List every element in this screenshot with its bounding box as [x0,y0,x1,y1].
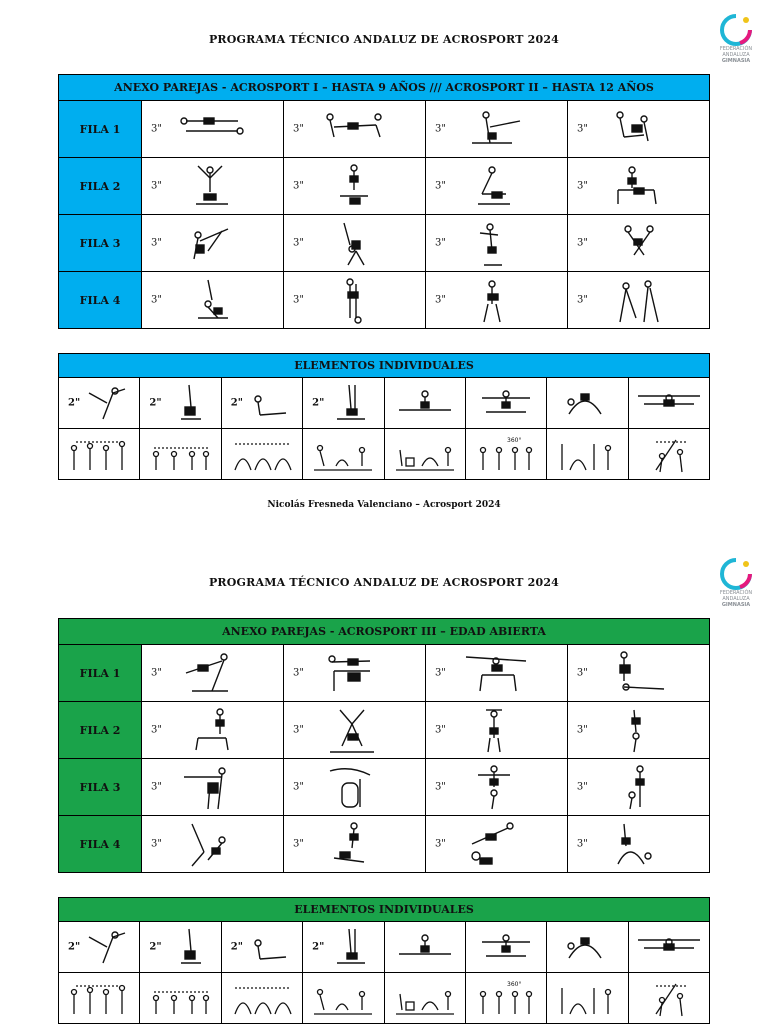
pairs-table [58,74,710,329]
row-label: FILA 2 [59,158,142,215]
pair-cell [567,816,709,873]
pair-figure-icon [462,651,532,697]
pair-figure-icon [462,164,532,210]
balance-figure-icon [85,383,129,423]
sequence-cell [221,429,302,480]
logo-line-2: ANDALUZA [722,52,750,58]
time-label: 3" [292,237,304,249]
pair-cell [142,215,284,272]
time-label: 2" [149,397,162,409]
time-label: 2" [312,397,325,409]
individual-elements-table [58,897,710,1024]
table-header: ELEMENTOS INDIVIDUALES [59,354,710,378]
pair-cell [142,272,284,329]
table-row [59,973,710,1024]
element-cell [140,922,221,973]
time-label: 3" [151,724,162,736]
logo-line-2: ANDALUZA [722,596,750,602]
element-cell [59,922,140,973]
time-label: 3" [576,838,588,850]
pair-cell [142,101,284,158]
time-label: 3" [292,667,304,679]
pair-cell [567,645,709,702]
sequence-cell [547,973,628,1024]
time-label: 3" [292,294,304,306]
sequence-figure-icon [66,434,132,474]
element-cell [384,922,465,973]
sequence-figure-icon [229,978,295,1018]
pair-figure-icon [178,822,248,868]
sequence-figure-icon [636,978,702,1018]
time-label: 3" [434,237,446,249]
sequence-figure-icon [66,978,132,1018]
time-label: 3" [576,667,588,679]
pair-figure-icon [178,107,248,151]
time-label: 2" [68,397,81,409]
pair-figure-icon [462,708,532,754]
pair-figure-icon [604,765,674,811]
pair-cell [425,272,567,329]
pair-cell [142,645,284,702]
federation-logo [712,558,760,614]
time-label: 3" [292,123,304,135]
row-label: FILA 1 [59,101,142,158]
row-label: FILA 4 [59,272,142,329]
element-cell [465,922,546,973]
turn-sequence-icon [473,434,539,474]
page-title: PROGRAMA TÉCNICO ANDALUZ DE ACROSPORT 2024 [208,33,560,46]
element-cell [59,378,140,429]
pair-cell [283,645,425,702]
pair-figure-icon [604,278,674,324]
sequence-cell [384,973,465,1024]
element-cell [140,378,221,429]
sequence-figure-icon [229,434,295,474]
pair-cell [142,759,284,816]
pair-cell [283,215,425,272]
sequence-figure-icon [148,434,214,474]
pair-figure-icon [320,278,390,324]
candle-figure-icon [329,927,373,967]
bridge-figure-icon [557,932,617,962]
pair-cell [283,158,425,215]
logo-line-3: GIMNASIA [721,602,751,608]
federation-logo [712,14,760,70]
row-label: FILA 1 [59,645,142,702]
table-row [59,215,710,272]
scale-figure-icon [636,932,702,962]
pair-figure-icon [320,765,390,811]
pair-figure-icon [462,765,532,811]
sequence-figure-icon [392,434,458,474]
inverted-figure-icon [167,383,211,423]
pair-figure-icon [320,107,390,151]
scale-figure-icon [636,388,702,418]
table-header: ELEMENTOS INDIVIDUALES [59,898,710,922]
table-row [59,158,710,215]
straddle-figure-icon [476,932,536,962]
pairs-table [58,618,710,873]
sequence-cell [465,973,546,1024]
time-label: 3" [576,237,588,249]
candle-figure-icon [329,383,373,423]
pair-cell [425,759,567,816]
straddle-figure-icon [476,388,536,418]
time-label: 3" [434,123,446,135]
balance-figure-icon [85,927,129,967]
sequence-figure-icon [310,434,376,474]
sequence-cell [221,973,302,1024]
time-label: 2" [68,941,81,953]
logo-icon [716,558,756,592]
element-cell [221,378,302,429]
time-label: 2" [149,941,162,953]
time-label: 3" [576,180,588,192]
logo-line-1: FEDERACIÓN [719,590,753,596]
pair-figure-icon [604,164,674,210]
pair-cell [283,816,425,873]
time-label: 3" [434,838,446,850]
element-cell [384,378,465,429]
sequence-figure-icon [554,434,620,474]
pair-cell [425,702,567,759]
sequence-figure-icon [148,978,214,1018]
time-label: 3" [434,180,446,192]
split-figure-icon [395,388,455,418]
time-label: 3" [151,123,162,135]
turn-sequence-icon [473,978,539,1018]
inverted-figure-icon [167,927,211,967]
element-cell [628,378,709,429]
pair-figure-icon [178,708,248,754]
pair-figure-icon [178,221,248,267]
time-label: 3" [434,781,446,793]
pair-cell [567,215,709,272]
time-label: 3" [576,724,588,736]
time-label: 3" [292,180,304,192]
sequence-cell [628,973,709,1024]
element-cell [303,922,384,973]
pair-cell [142,702,284,759]
svg-text:360°: 360° [507,981,522,988]
pair-figure-icon [178,651,248,697]
sequence-figure-icon [310,978,376,1018]
time-label: 3" [292,724,304,736]
time-label: 3" [576,781,588,793]
pair-figure-icon [178,278,248,324]
element-cell [547,922,628,973]
table-row [59,272,710,329]
pair-figure-icon [462,107,532,151]
pair-cell [567,702,709,759]
pair-figure-icon [320,708,390,754]
time-label: 3" [576,123,588,135]
pair-cell [567,272,709,329]
footer-author: Nicolás Fresneda Valenciano – Acrosport 2024 [267,500,501,510]
sequence-cell [547,429,628,480]
time-label: 3" [151,838,162,850]
pair-cell [283,101,425,158]
time-label: 3" [434,724,446,736]
pair-cell [567,158,709,215]
pair-cell [567,101,709,158]
row-label: FILA 2 [59,702,142,759]
pair-figure-icon [178,164,248,210]
pair-figure-icon [604,651,674,697]
pair-figure-icon [604,107,674,151]
pair-figure-icon [604,221,674,267]
table-row [59,922,710,973]
svg-text:360°: 360° [507,437,522,444]
pair-cell [425,101,567,158]
time-label: 3" [151,667,162,679]
sequence-cell [628,429,709,480]
time-label: 2" [312,941,325,953]
sequence-cell [140,429,221,480]
time-label: 3" [151,237,162,249]
pair-cell [142,158,284,215]
pair-figure-icon [320,164,390,210]
table-row [59,378,710,429]
time-label: 3" [292,838,304,850]
time-label: 3" [576,294,588,306]
row-label: FILA 4 [59,816,142,873]
pair-cell [283,702,425,759]
sequence-cell [59,429,140,480]
split-figure-icon [395,932,455,962]
seated-figure-icon [248,927,292,967]
sequence-cell [59,973,140,1024]
pair-figure-icon [320,822,390,868]
element-cell [628,922,709,973]
row-label: FILA 3 [59,215,142,272]
time-label: 3" [151,294,162,306]
sequence-figure-icon [554,978,620,1018]
element-cell [547,378,628,429]
pair-figure-icon [320,651,390,697]
time-label: 3" [434,294,446,306]
individual-elements-table [58,353,710,480]
pair-figure-icon [462,221,532,267]
seated-figure-icon [248,383,292,423]
time-label: 3" [292,781,304,793]
table-row [59,702,710,759]
sequence-cell [303,973,384,1024]
bridge-figure-icon [557,388,617,418]
logo-line-3: GIMNASIA [721,58,751,64]
pair-cell [425,645,567,702]
pair-cell [567,759,709,816]
row-label: FILA 3 [59,759,142,816]
pair-cell [425,816,567,873]
time-label: 3" [151,781,162,793]
time-label: 2" [230,397,243,409]
pair-cell [425,215,567,272]
pair-figure-icon [178,765,248,811]
pair-figure-icon [320,221,390,267]
table-row [59,101,710,158]
table-row [59,759,710,816]
pair-cell [283,759,425,816]
sequence-cell [465,429,546,480]
logo-line-1: FEDERACIÓN [719,46,753,52]
pair-cell [142,816,284,873]
table-row [59,816,710,873]
pair-figure-icon [604,708,674,754]
element-cell [465,378,546,429]
pair-cell [283,272,425,329]
time-label: 3" [151,180,162,192]
element-cell [221,922,302,973]
element-cell [303,378,384,429]
table-header: ANEXO PAREJAS - ACROSPORT III – EDAD ABIERTA [59,619,710,645]
time-label: 2" [230,941,243,953]
sequence-cell [303,429,384,480]
pair-figure-icon [604,822,674,868]
pair-figure-icon [462,278,532,324]
sequence-figure-icon [392,978,458,1018]
time-label: 3" [434,667,446,679]
table-header: ANEXO PAREJAS - ACROSPORT I – HASTA 9 AÑOS /// ACROSPORT II – HASTA 12 AÑOS [59,75,710,101]
sequence-cell [384,429,465,480]
pair-cell [425,158,567,215]
table-row [59,429,710,480]
table-row [59,645,710,702]
sequence-cell [140,973,221,1024]
page-title: PROGRAMA TÉCNICO ANDALUZ DE ACROSPORT 2024 [208,576,560,589]
pair-figure-icon [462,822,532,868]
logo-icon [716,14,756,48]
sequence-figure-icon [636,434,702,474]
